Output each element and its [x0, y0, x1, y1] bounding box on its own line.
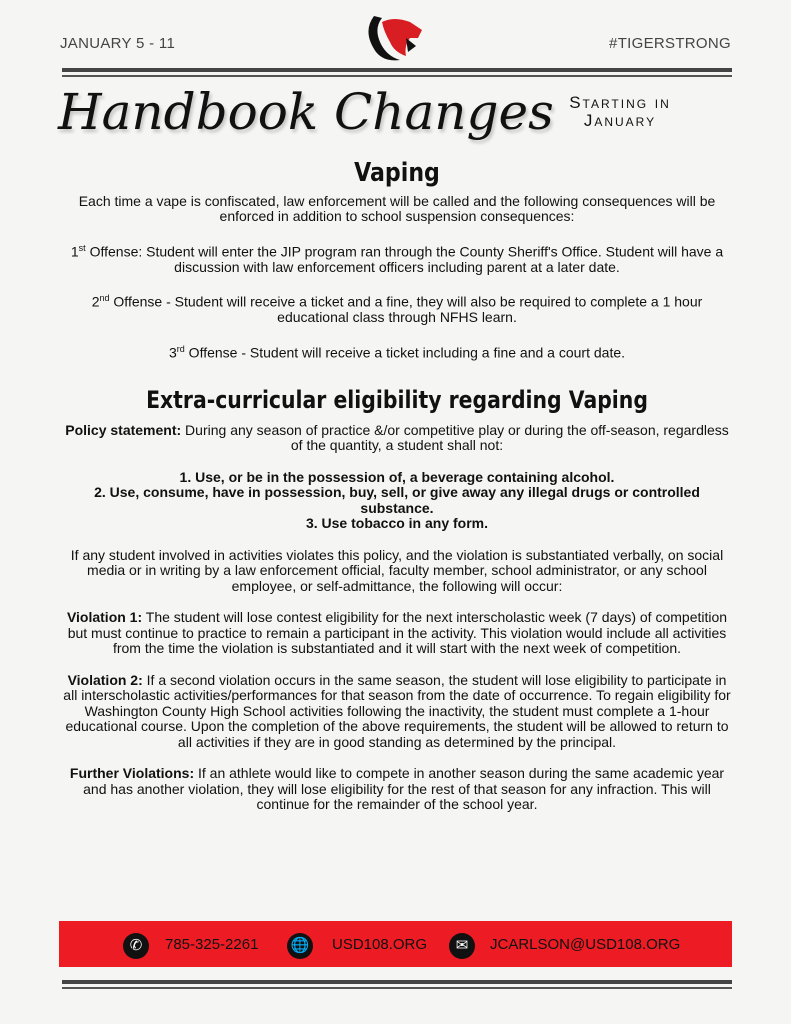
- hashtag: #TIGERSTRONG: [609, 35, 731, 52]
- offense-3: 3rd Offense - Student will receive a ticket including a fine and a court date.: [168, 343, 626, 361]
- eligibility-section: [62, 386, 732, 813]
- rule-item: 2. Use, consume, have in possession, buy, sell, or give away any illegal drugs or controlled substance.: [94, 484, 700, 516]
- contact-bar: [59, 921, 732, 967]
- starting-line-2: January: [583, 111, 657, 130]
- email-link[interactable]: JCARLSON@USD108.ORG: [490, 936, 681, 953]
- rules-list: [62, 470, 732, 532]
- mail-icon: ✉: [449, 933, 475, 959]
- globe-icon: 🌐: [287, 933, 313, 959]
- starting-in-january: [545, 94, 695, 130]
- further-violations: Further Violations: If an athlete would like to compete in another season during the same academic year and has another violation, they will lose eligibility for the rest of that season for any infraction. This will continue for the remainder of the school year.: [69, 765, 725, 812]
- policy-statement: Policy statement: During any season of practice &/or competitive play or during the off-season, regardless of the quantity, a student shall not:: [65, 421, 729, 453]
- handbook-changes-title: Handbook Changes: [58, 83, 554, 141]
- divider: [62, 980, 732, 984]
- violation-2: Violation 2: If a second violation occurs in the same season, the student will lose eligibility to participate in all interscholastic activities/performances for that season from the date of occurrence. To regain eligibility for Washington County High School activities following the inactivity, the student must complete a 1-hour educational course. Upon the completion of the above requirements, the student will be allowed to return to all activities if they are in good standing as determined by the principal.: [63, 671, 731, 750]
- vaping-intro: Each time a vape is confiscated, law enforcement will be called and the following consequences will be enforced in addition to school suspension consequences:: [78, 192, 716, 224]
- violation-1: Violation 1: The student will lose contest eligibility for the next interscholastic week (7 days) of competition but must continue to practice to remain a participant in the activity. This violation would include all activities from the time the violation is substantiated and it will start with the next week of competition.: [66, 609, 728, 656]
- phone-icon: ✆: [123, 933, 149, 959]
- tiger-logo-icon: [364, 12, 426, 64]
- offense-2: 2nd Offense - Student will receive a ticket and a fine, they will also be required to complete a 1 hour educational class through NFHS learn.: [91, 293, 703, 326]
- vaping-heading: Vaping: [354, 158, 440, 188]
- divider: [62, 68, 732, 72]
- eligibility-heading: Extra-curricular eligibility regarding Vaping: [146, 386, 648, 414]
- divider: [62, 987, 732, 989]
- rule-item: 1. Use, or be in the possession of, a beverage containing alcohol.: [179, 468, 615, 485]
- vaping-section: [62, 158, 732, 361]
- date-range: JANUARY 5 - 11: [60, 35, 176, 52]
- starting-line-1: Starting in: [569, 93, 671, 112]
- divider: [62, 75, 732, 77]
- rule-item: 3. Use tobacco in any form.: [305, 515, 489, 531]
- condition-text: If any student involved in activities violates this policy, and the violation is substantiated verbally, on social media or in writing by a law enforcement official, faculty member, school administrator, or any school employee, or self-admittance, the following will occur:: [70, 546, 724, 594]
- website-link[interactable]: USD108.ORG: [332, 936, 428, 953]
- phone-number[interactable]: 785-325-2261: [165, 936, 259, 953]
- offense-1: 1st Offense: Student will enter the JIP program ran through the County Sheriff's Office. Student will have a discussion with law enforcement officers including parent at a later date.: [70, 242, 724, 275]
